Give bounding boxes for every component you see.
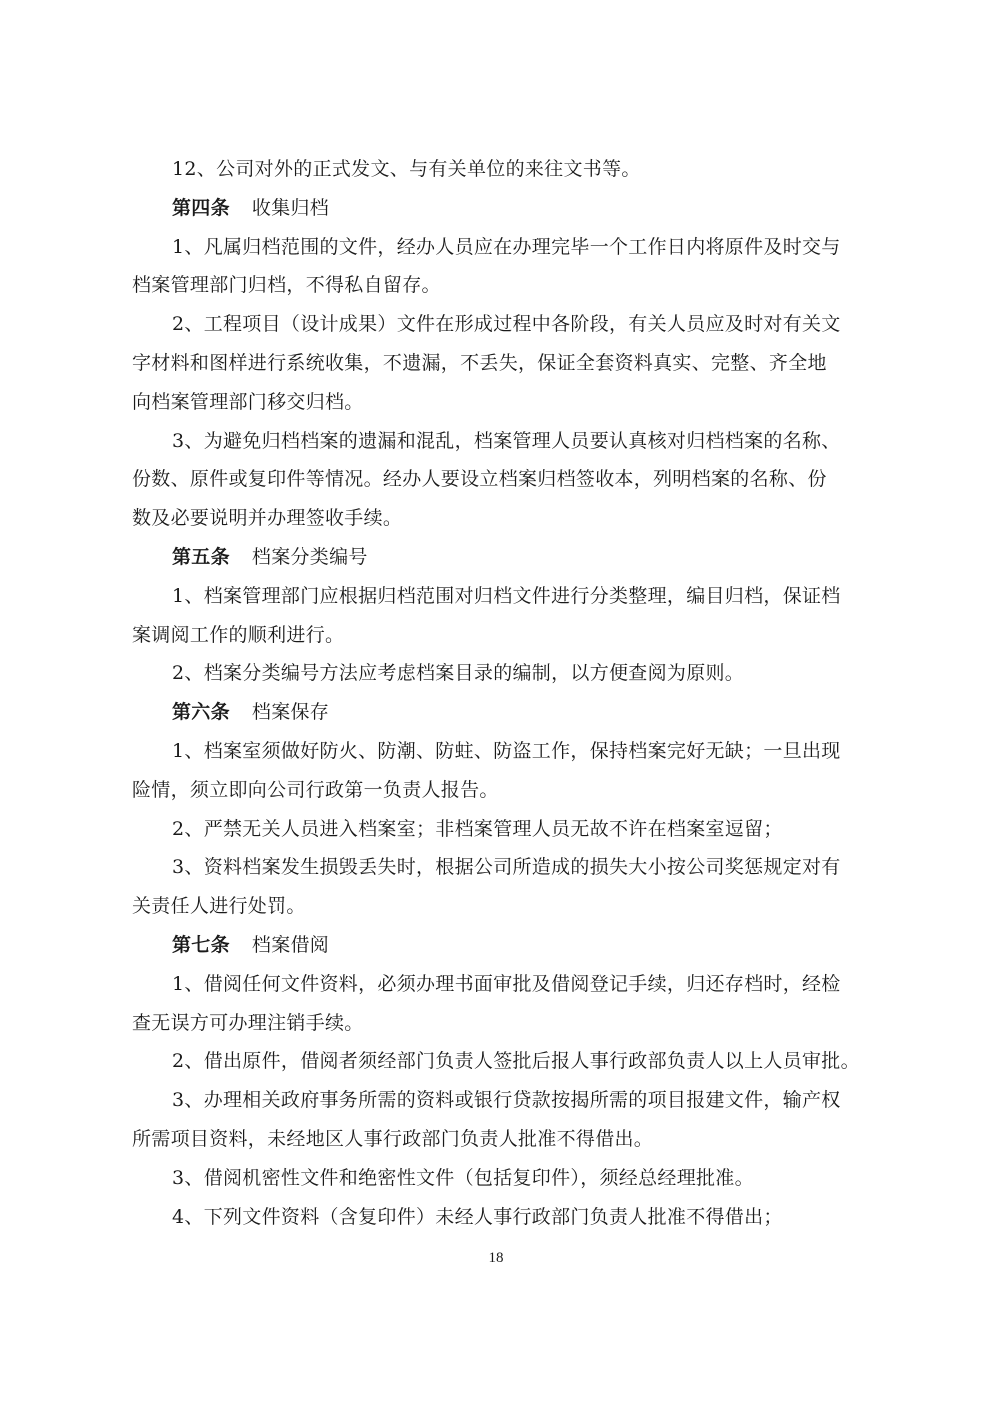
paragraph-continuation: 向档案管理部门移交归档。: [132, 390, 364, 413]
section-number: 第六条: [172, 701, 230, 724]
paragraph-line: 2、档案分类编号方法应考虑档案目录的编制，以方便查阅为原则。: [172, 662, 745, 685]
paragraph-continuation: 关责任人进行处罚。: [132, 895, 306, 918]
paragraph-line: 3、为避免归档档案的遗漏和混乱，档案管理人员要认真核对归档档案的名称、: [172, 429, 841, 452]
paragraph-continuation: 字材料和图样进行系统收集，不遗漏，不丢失，保证全套资料真实、完整、齐全地: [132, 351, 827, 374]
paragraph-line: 1、借阅任何文件资料，必须办理书面审批及借阅登记手续，归还存档时，经检: [172, 972, 841, 995]
document-body: [132, 150, 862, 1236]
section-heading: [132, 693, 862, 732]
section-number: 第五条: [172, 545, 230, 568]
paragraph-line: 1、凡属归档范围的文件，经办人员应在办理完毕一个工作日内将原件及时交与: [172, 235, 841, 258]
section-title: 档案分类编号: [251, 545, 368, 568]
section-heading: [132, 189, 862, 228]
paragraph-continuation: 份数、原件或复印件等情况。经办人要设立档案归档签收本，列明档案的名称、份: [132, 468, 827, 491]
section-title: 档案借阅: [251, 933, 330, 956]
paragraph-line: 1、档案管理部门应根据归档范围对归档文件进行分类整理，编目归档，保证档: [172, 584, 841, 607]
paragraph-line: 3、资料档案发生损毁丢失时，根据公司所造成的损失大小按公司奖惩规定对有: [172, 856, 841, 879]
paragraph-line: 1、档案室须做好防火、防潮、防蛀、防盗工作，保持档案完好无缺；一旦出现: [172, 739, 841, 762]
paragraph-line: 2、工程项目（设计成果）文件在形成过程中各阶段，有关人员应及时对有关文: [172, 313, 841, 336]
paragraph-continuation: 查无误方可办理注销手续。: [132, 1011, 364, 1034]
page-number: 18: [488, 1250, 504, 1266]
paragraph-line: 4、下列文件资料（含复印件）未经人事行政部门负责人批准不得借出；: [172, 1205, 783, 1228]
section-number: 第七条: [172, 933, 230, 956]
section-title: 档案保存: [251, 701, 330, 724]
paragraph-continuation: 案调阅工作的顺利进行。: [132, 623, 345, 646]
paragraph-continuation: 档案管理部门归档，不得私自留存。: [132, 274, 441, 297]
paragraph-line: 3、借阅机密性文件和绝密性文件（包括复印件），须经总经理批准。: [172, 1166, 754, 1189]
paragraph-continuation: 所需项目资料，未经地区人事行政部门负责人批准不得借出。: [132, 1127, 654, 1150]
paragraph-line: 3、办理相关政府事务所需的资料或银行贷款按揭所需的项目报建文件，输产权: [172, 1089, 841, 1112]
paragraph-line: 12、公司对外的正式发文、与有关单位的来往文书等。: [172, 158, 641, 180]
paragraph-continuation: 数及必要说明并办理签收手续。: [132, 507, 403, 530]
section-title: 收集归档: [251, 196, 330, 219]
paragraph-line: 2、严禁无关人员进入档案室；非档案管理人员无故不许在档案室逗留；: [172, 817, 783, 840]
section-heading: [132, 926, 862, 965]
section-heading: [132, 538, 862, 577]
paragraph-line: 2、借出原件，借阅者须经部门负责人签批后报人事行政部负责人以上人员审批。: [172, 1050, 860, 1073]
paragraph-continuation: 险情，须立即向公司行政第一负责人报告。: [132, 778, 499, 801]
section-number: 第四条: [172, 196, 230, 219]
